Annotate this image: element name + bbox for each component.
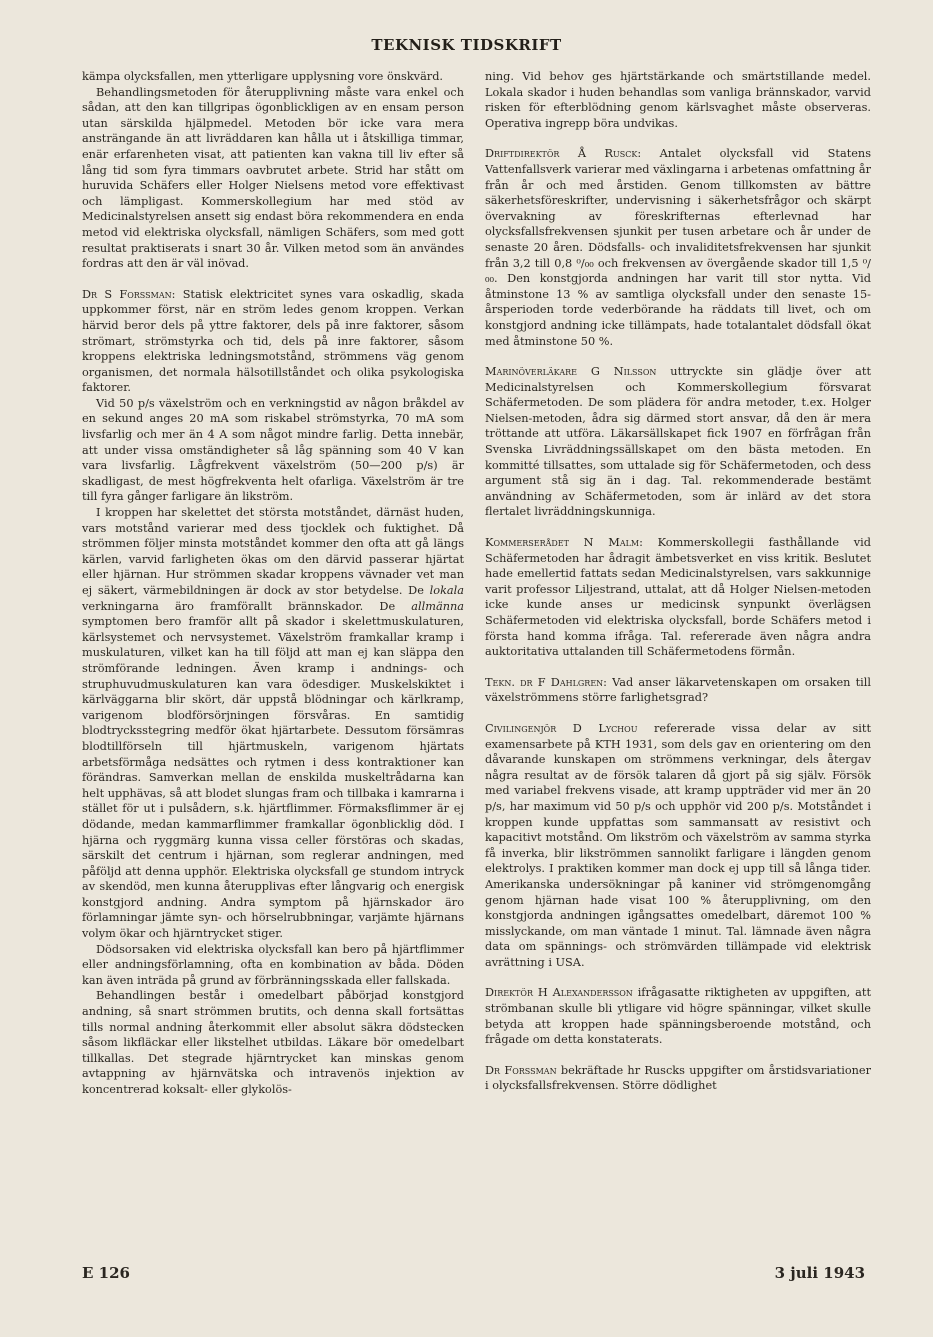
speaker-name: Civilingenjör D Lychou	[485, 721, 638, 735]
speaker-name: Dr Forssman	[485, 1063, 557, 1077]
paragraph-text: refererade vissa delar av sitt examensarbete på KTH 1931, som dels gav en orientering om den dåvarande kunskapen om strömmens verkningar, dels återgav några resultat av de försök talaren då gjort på sig själv. Försök med variabel frekvens visade, att kramp uppträder vid mer än 20 p/s, har maximum vid 50 p/s och upphör vid 200 p/s. Motståndet i kroppen kunde uppfattas som sammansatt av resistivt och kapacitivt motstånd. Om likström och växelström av samma styrka få inverka, blir likströmmen sannolikt farligare i längden genom elektrolys. I praktiken kommer man dock ej upp till så långa tider. Amerikanska undersökningar på kaniner vid strömgenomgång genom hjärnan hade visat 100 % återupplivning, om den konstgjorda andningen igångsattes omedelbart, däremot 100 % misslyckande, om man väntade 1 minut. Tal. lämnade även några data om spännings- och strömvärden tillämpade vid elektrisk avrättning i USA.	[485, 721, 871, 969]
journal-masthead: TEKNISK TIDSKRIFT	[371, 36, 562, 54]
paragraph-text: Antalet olycksfall vid Statens Vattenfallsverk varierar med växlingarna i arbetenas omfattning år från år och med årstiden. Genom tillkomsten av bättre säkerhetsföreskrifter, undervisning i säkerhetsfrågor och skärpt övervakning av föreskrifternas efterlevnad har olycksfallsfrekvensen sjunkit per tusen arbetare och år under de senaste 20 åren. Dödsfalls- och invaliditetsfrekvensen har sjunkit från 3,2 till 0,8 ⁰/₀₀ och frekvensen av övergående skador till 1,5 ⁰/₀₀. Den konstgjorda andningen har varit till stor nytta. Vid åtminstone 13 % av samtliga olycksfall under den senaste 15-årsperioden torde vederbörande ha räddats till livet, och om konstgjord andning icke tillämpats, hade totalantalet dödsfall ökat med åtminstone 50 %.	[485, 147, 871, 348]
paragraph	[485, 146, 871, 349]
emphasis: lokala	[429, 584, 464, 597]
emphasis: allmänna	[411, 599, 464, 613]
paragraph-text: Vad anser läkarvetenskapen om orsaken till växelströmmens större farlighetsgrad?	[485, 675, 871, 705]
speaker-name: Direktör H Alexandersson	[485, 986, 633, 1000]
paragraph-text: verkningarna äro framförallt brännskador. De	[82, 599, 412, 613]
paragraph: kämpa olycksfallen, men ytterligare upplysning vore önskvärd.	[82, 70, 444, 83]
paragraph	[485, 1063, 871, 1094]
paragraph	[485, 721, 871, 971]
paragraph	[82, 287, 464, 396]
paragraph: Behandlingsmetoden för återupplivning måste vara enkel och sådan, att den kan tillgripas ögonblickligen av en ensam person utan särskilda hjälpmedel. Metoden bör icke vara mera ansträngande än att livräddaren kan hålla ut i åtskilliga timmar, enär erfarenheten visat, att patienten kan vakna till liv efter så lång tid som fyra timmars oavbrutet arbete. Strid har stått om huruvida Schäfers eller Holger Nielsens metod vore effektivast och lämpligast. Kommerskollegium har med stöd av Medicinalstyrelsen ansett sig endast böra rekommendera en enda metod vid elektriska olycksfall, nämligen Schäfers, som med gott resultat praktiserats i snart 30 år. Vilken metod som än användes fordras att den är väl inövad.	[82, 85, 464, 271]
paragraph	[485, 675, 871, 706]
paragraph	[485, 364, 871, 520]
paragraph	[485, 535, 871, 660]
speaker-name: Dr S Forssman:	[82, 287, 176, 301]
speaker-name: Kommerserådet N Malm:	[485, 536, 643, 550]
paragraph: Dödsorsaken vid elektriska olycksfall kan bero på hjärtflimmer eller andningsförlamning, ofta en kombination av båda. Döden kan även inträda på grund av förbränningsskada eller fallskada.	[82, 942, 464, 987]
paragraph-text: I kroppen har skelettet det största motståndet, därnäst huden, vars motstånd varierar med dess tjocklek och fuktighet. Då strömmen följer minsta motståndet kommer den ofta att gå längs kärlen, varvid farligheten ökas om den därvid passerar hjärtat eller hjärnan. Hur strömmen skadar kroppens vävnader vet man ej säkert, värmebildningen är dock av stor betydelse. De	[82, 506, 464, 597]
speaker-name: Tekn. dr F Dahlgren:	[485, 675, 607, 689]
issue-date: 3 juli 1943	[774, 1264, 865, 1282]
page-number: E 126	[82, 1264, 130, 1282]
speaker-name: Driftdirektör Å Rusck:	[485, 147, 642, 161]
paragraph	[82, 505, 464, 942]
paragraph	[485, 985, 871, 1047]
paragraph: Behandlingen består i omedelbart påbörjad konstgjord andning, så snart strömmen brutits, och denna skall fortsättas tills normal andning återkommit eller absolut säkra dödstecken såsom likfläckar eller likstelhet utbildas. Läkare bör omedelbart tillkallas. Det stegrade hjärntrycket kan minskas genom avtappning av hjärnvätska och intravenös injektion av koncentrerad koksalt- eller glykolös-	[82, 989, 464, 1096]
right-column	[485, 69, 871, 1245]
paragraph-text: ifrågasatte riktigheten av uppgiften, att strömbanan skulle bli ytligare vid högre spänningar, vilket skulle betyda att kroppen hade spänningsberoende motstånd, och frågade om detta konstaterats.	[485, 986, 871, 1047]
paragraph: ning. Vid behov ges hjärtstärkande och smärtstillande medel. Lokala skador i huden behandlas som vanliga brännskador, varvid risken för efterblödning genom kärlsvaghet måste observeras. Operativa ingrepp böra undvikas.	[485, 70, 871, 130]
paragraph-text: symptomen bero framför allt på skador i skelettmuskulaturen, kärlsystemet och nervsystemet. Växelström framkallar kramp i muskulaturen, vilket kan ha till följd att man ej kan släppa den strömförande ledningen. Även kramp i andnings- och struphuvudmuskulaturen kan vara ödesdiger. Muskelskiktet i kärlväggarna blir skört, där uppstå blödningar och kärlkramp, varigenom blodförsörjningen försvåras. En samtidig blodtrycksstegring medför ökat hjärtarbete. Dessutom försämras blodtillförseln till hjärtmuskeln, varigenom hjärtats arbetsförmåga nedsättes och rytmen i dess kontraktioner kan förändras. Samverkan mellan de enskilda muskeltrådarna kan helt upphävas, så att blodet slungas fram och tillbaka i kamrarna i stället för ut i pulsådern, s.k. hjärtflimmer. Förmaksflimmer är ej dödande, medan kammarflimmer framkallar ögonblicklig död. I hjärna och ryggmärg kunna vissa celler förstöras och skadas, särskilt det centrum i hjärnan, som reglerar andningen, med påföljd att denna upphör. Elektriska olycksfall ge stundom intryck av skendöd, men kunna återupplivas efter långvarig och energisk konstgjord andning. Andra symptom på hjärnskador äro förlamningar jämte syn- och hörselrubbningar, varjämte hjärnans volym ökar och hjärntrycket stiger.	[82, 615, 464, 941]
speaker-name: Marinöverläkare G Nilsson	[485, 365, 657, 379]
paragraph: Vid 50 p/s växelström och en verkningstid av någon bråkdel av en sekund anges 20 mA som riskabel strömstyrka, 70 mA som livsfarlig och mer än 4 A som något mindre farlig. Detta innebär, att under vissa omständigheter så låg spänning som 40 V kan vara livsfarlig. Lågfrekvent växelström (50—200 p/s) är skadligast, de mest högfrekventa helt ofarliga. Växelström är tre till fyra gånger farligare än likström.	[82, 396, 464, 504]
left-column	[82, 69, 464, 1245]
paragraph-text: uttryckte sin glädje över att Medicinalstyrelsen och Kommerskollegium försvarat Schäfermetoden. De som plädera för andra metoder, t.ex. Holger Nielsen-metoden, ådra sig därmed stort ansvar, då den är mera tröttande att utföra. Läkarsällskapet fick 1907 en förfrågan från Svenska Livräddningssällskapet om den bästa metoden. En kommitté tillsattes, som uttalade sig för Schäfermetoden, och dess argument stå sig än i dag. Tal. rekommenderade bestämt användning av Schäfermetoden, som är inlärd av det stora flertalet livräddningskunniga.	[485, 365, 871, 519]
paragraph-text: Statisk elektricitet synes vara oskadlig, skada uppkommer först, när en ström ledes genom kroppen. Verkan härvid beror dels på yttre faktorer, dels på inre faktorer, såsom strömart, strömstyrka och tid, dels på inre faktorer, såsom kroppens elektriska ledningsmotstånd, strömmens väg genom organismen, det normala hälsotillståndet och olika psykologiska faktorer.	[82, 287, 464, 395]
paragraph-text: Kommerskollegii fasthållande vid Schäfermetoden har ådragit ämbetsverket en viss kritik. Beslutet hade emellertid fattats sedan Medicinalstyrelsen, vars sakkunnige varit professor Liljestrand, uttalat, att då Holger Nielsen-metoden icke kunde anses ur medicinsk synpunkt överlägsen Schäfermetoden vid elektriska olycksfall, borde Schäfers metod i första hand komma ifråga. Tal. refererade även några andra auktoritativa uttalanden till Schäfermetodens förmån.	[485, 536, 871, 659]
paragraph-text: bekräftade hr Ruscks uppgifter om årstidsvariationer i olycksfallsfrekvensen. Större dödlighet	[485, 1063, 871, 1093]
